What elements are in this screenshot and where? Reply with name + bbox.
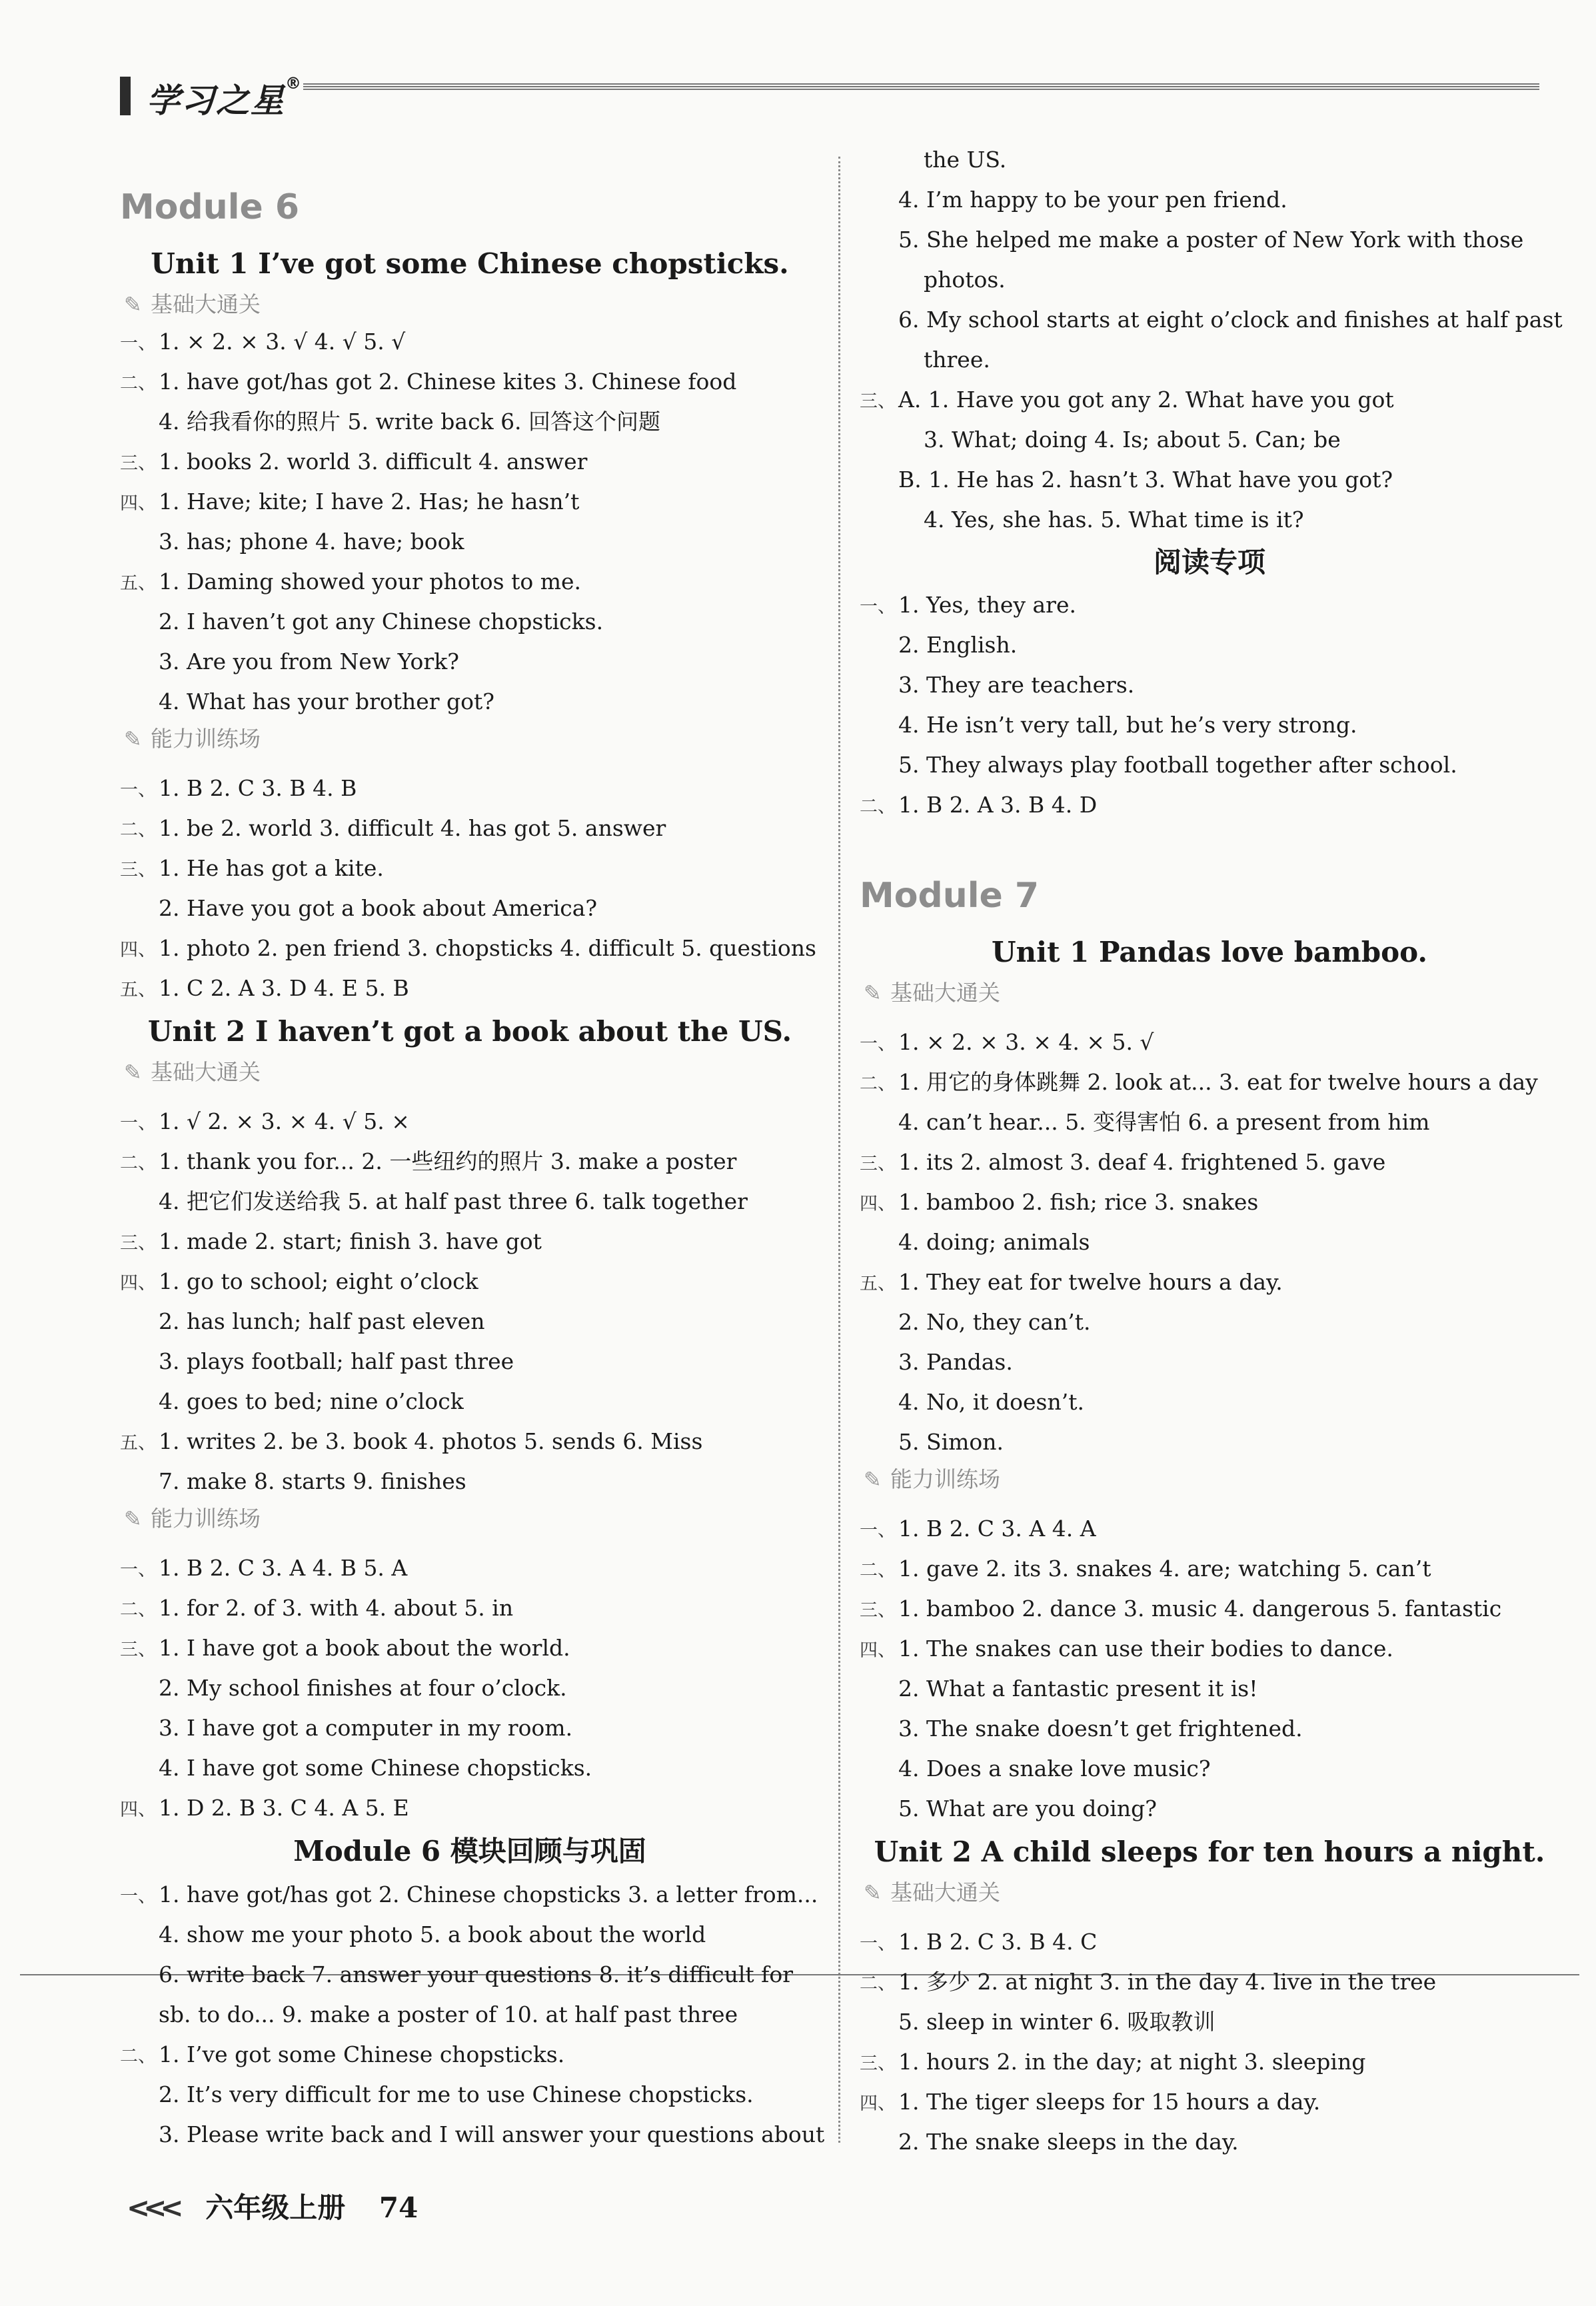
question-number: 五、 (120, 980, 156, 1000)
pencil-icon: ✎ (864, 1467, 882, 1492)
answer-line: 四、 1. The snakes can use their bodies to dance. (860, 1629, 1559, 1669)
answer-line: 五、 1. writes 2. be 3. book 4. photos 5. sends 6. Miss (120, 1422, 820, 1462)
answer-line: 二、 1. gave 2. its 3. snakes 4. are; watching 5. can’t (860, 1549, 1559, 1589)
answer-line: 二、 1. have got/has got 2. Chinese kites 3. Chinese food (120, 362, 820, 402)
pencil-icon: ✎ (124, 726, 142, 752)
question-number: 三、 (120, 453, 156, 474)
answer-line: 二、 1. be 2. world 3. difficult 4. has got 5. answer (120, 808, 820, 848)
unit-heading: Module 6 模块回顾与巩固 (293, 1835, 646, 1867)
answer-line: 5. What are you doing? (898, 1795, 1157, 1821)
answer-line: 一、 1. Yes, they are. (860, 585, 1559, 625)
question-number: 四、 (860, 1640, 896, 1661)
brand-logo: 学习之星® (147, 74, 303, 120)
pencil-icon: ✎ (124, 1060, 142, 1085)
header-rule (303, 83, 1539, 91)
answer-line: 三、 1. hours 2. in the day; at night 3. sleeping (860, 2042, 1559, 2082)
answer-line: 二、 1. for 2. of 3. with 4. about 5. in (120, 1588, 820, 1628)
column-divider (838, 157, 840, 2143)
section-label: ✎ 能力训练场 (120, 722, 820, 756)
answer-line: 一、 1. B 2. C 3. B 4. B (120, 768, 820, 808)
answer-line: 一、 1. B 2. C 3. A 4. B 5. A (120, 1548, 820, 1588)
answer-line: 三、 1. I have got a book about the world. (120, 1628, 820, 1668)
question-number: 四、 (120, 940, 156, 960)
answer-line: 3. Are you from New York? (159, 648, 459, 674)
question-number: 三、 (860, 1154, 896, 1174)
answer-line: 三、 1. He has got a kite. (120, 848, 820, 888)
page-number: 74 (379, 2191, 418, 2224)
unit-heading: Unit 2 A child sleeps for ten hours a night. (874, 1835, 1545, 1868)
answer-line: 一、 1. B 2. C 3. A 4. A (860, 1509, 1559, 1549)
spacer (860, 1497, 1559, 1509)
question-number: 一、 (860, 1933, 896, 1954)
answer-line: 4. What has your brother got? (159, 688, 494, 714)
answer-line: 三、 1. made 2. start; finish 3. have got (120, 1222, 820, 1262)
question-number: 一、 (860, 596, 896, 617)
question-number: 一、 (120, 1886, 156, 1907)
pencil-icon: ✎ (864, 980, 882, 1006)
answer-line: photos. (924, 267, 1006, 293)
answer-line: 5. sleep in winter 6. 吸取教训 (898, 2009, 1215, 2035)
question-number: 二、 (120, 820, 156, 840)
question-number: 五、 (120, 1433, 156, 1454)
answer-line: 四、 1. bamboo 2. fish; rice 3. snakes (860, 1182, 1559, 1222)
answer-line: 3. plays football; half past three (159, 1348, 514, 1374)
section-label: ✎ 基础大通关 (120, 1055, 820, 1090)
answer-line: 3. The snake doesn’t get frightened. (898, 1716, 1303, 1741)
question-number: 一、 (120, 1560, 156, 1580)
answer-line: 7. make 8. starts 9. finishes (159, 1468, 466, 1494)
question-number: 四、 (120, 493, 156, 514)
answer-line: 4. No, it doesn’t. (898, 1389, 1084, 1415)
question-number: 一、 (120, 333, 156, 354)
footer-arrows-icon: <<< (127, 2191, 177, 2224)
section-label: ✎ 能力训练场 (860, 1462, 1559, 1497)
answer-line: 三、 1. books 2. world 3. difficult 4. answer (120, 442, 820, 482)
pencil-icon: ✎ (124, 292, 142, 317)
answer-line: 2. The snake sleeps in the day. (898, 2129, 1239, 2155)
answer-line: sb. to do... 9. make a poster of 10. at half past three (159, 2001, 738, 2027)
question-number: 二、 (860, 1973, 896, 1994)
header-bar (120, 77, 131, 115)
question-number: 二、 (120, 1153, 156, 1174)
answer-line: 4. doing; animals (898, 1229, 1090, 1255)
answer-line: 5. Simon. (898, 1429, 1004, 1455)
answer-line: 四、 1. The tiger sleeps for 15 hours a day. (860, 2082, 1559, 2122)
answer-line: 2. It’s very difficult for me to use Chinese chopsticks. (159, 2081, 754, 2107)
grade-label: 六年级上册 (205, 2191, 346, 2224)
answer-line: 四、 1. photo 2. pen friend 3. chopsticks 4. difficult 5. questions (120, 928, 820, 968)
question-number: 二、 (860, 1074, 896, 1094)
question-number: 二、 (120, 1600, 156, 1620)
question-number: 一、 (120, 780, 156, 800)
answer-line: 一、 1. √ 2. × 3. × 4. √ 5. × (120, 1102, 820, 1142)
answer-line: 二、 1. 多少 2. at night 3. in the day 4. live in the tree (860, 1962, 1559, 2002)
section-label: ✎ 基础大通关 (120, 287, 820, 322)
answer-line: 5. They always play football together after school. (898, 752, 1457, 778)
question-number: 五、 (860, 1274, 896, 1294)
module-heading: Module 7 (860, 876, 1040, 916)
answer-line: 4. Yes, she has. 5. What time is it? (924, 507, 1304, 533)
pencil-icon: ✎ (864, 1880, 882, 1905)
answer-line: 2. What a fantastic present it is! (898, 1676, 1258, 1702)
answer-line: 6. My school starts at eight o’clock and finishes at half past (898, 307, 1563, 333)
question-number: 三、 (120, 860, 156, 880)
answer-line: 三、 1. bamboo 2. dance 3. music 4. dangerous 5. fantastic (860, 1589, 1559, 1629)
answer-line: 2. My school finishes at four o’clock. (159, 1675, 567, 1701)
question-number: 三、 (860, 1600, 896, 1621)
answer-line: 二、 1. B 2. A 3. B 4. D (860, 785, 1559, 825)
question-number: 三、 (860, 391, 896, 412)
question-number: 一、 (860, 1034, 896, 1054)
answer-line: B. 1. He has 2. hasn’t 3. What have you got? (898, 467, 1393, 493)
answer-line: 3. Please write back and I will answer your questions about (159, 2121, 825, 2147)
answer-line: 4. Does a snake love music? (898, 1755, 1211, 1781)
answer-line: 四、 1. D 2. B 3. C 4. A 5. E (120, 1788, 820, 1828)
answer-line: 一、 1. × 2. × 3. × 4. × 5. √ (860, 1022, 1559, 1062)
pencil-icon: ✎ (124, 1506, 142, 1532)
question-number: 二、 (860, 1560, 896, 1581)
unit-heading: Unit 1 I’ve got some Chinese chopsticks. (151, 247, 789, 280)
answer-line: the US. (924, 147, 1007, 173)
unit-heading: Unit 2 I haven’t got a book about the US. (147, 1015, 792, 1048)
right-column (860, 140, 1563, 2162)
answer-line: 三、 1. its 2. almost 3. deaf 4. frightened 5. gave (860, 1142, 1559, 1182)
question-number: 二、 (860, 796, 896, 817)
section-label: ✎ 基础大通关 (860, 1875, 1559, 1910)
answer-line: 五、 1. Daming showed your photos to me. (120, 562, 820, 602)
question-number: 四、 (860, 2093, 896, 2114)
question-number: 三、 (120, 1233, 156, 1254)
question-number: 三、 (120, 1640, 156, 1660)
question-number: 一、 (860, 1520, 896, 1541)
spacer (860, 1010, 1559, 1022)
question-number: 二、 (120, 2046, 156, 2067)
answer-line: 三、 A. 1. Have you got any 2. What have you got (860, 380, 1559, 420)
answer-line: 二、 1. 用它的身体跳舞 2. look at... 3. eat for twelve hours a day (860, 1062, 1559, 1102)
answer-line: 五、 1. They eat for twelve hours a day. (860, 1262, 1559, 1302)
answer-line: 2. English. (898, 632, 1018, 658)
module-heading: Module 6 (120, 187, 300, 227)
answer-line: 二、 1. I’ve got some Chinese chopsticks. (120, 2035, 820, 2075)
answer-line: 3. Pandas. (898, 1349, 1013, 1375)
answer-line: 2. Have you got a book about America? (159, 895, 598, 921)
left-column (120, 140, 825, 2155)
question-number: 四、 (120, 1273, 156, 1294)
spacer (120, 1536, 820, 1548)
answer-line: 4. show me your photo 5. a book about the world (159, 1921, 706, 1947)
reading-heading: 阅读专项 (1153, 546, 1265, 578)
answer-line: 4. 把它们发送给我 5. at half past three 6. talk together (159, 1188, 748, 1214)
page-footer (127, 2185, 418, 2231)
section-label: ✎ 基础大通关 (860, 976, 1559, 1010)
answer-line: 4. 给我看你的照片 5. write back 6. 回答这个问题 (159, 409, 661, 435)
question-number: 一、 (120, 1113, 156, 1134)
answer-line: 一、 1. × 2. × 3. √ 4. √ 5. √ (120, 322, 820, 362)
answer-line: 二、 1. thank you for... 2. 一些纽约的照片 3. make a poster (120, 1142, 820, 1182)
answer-line: 4. can’t hear... 5. 变得害怕 6. a present from him (898, 1109, 1430, 1135)
answer-line: 4. I’m happy to be your pen friend. (898, 187, 1287, 213)
answer-line: 3. has; phone 4. have; book (159, 529, 464, 555)
question-number: 四、 (860, 1194, 896, 1214)
answer-line: 3. They are teachers. (898, 672, 1135, 698)
answer-line: 3. I have got a computer in my room. (159, 1715, 573, 1741)
answer-line: 2. No, they can’t. (898, 1309, 1091, 1335)
answer-line: 5. She helped me make a poster of New York with those (898, 227, 1524, 253)
answer-line: 四、 1. Have; kite; I have 2. Has; he hasn’t (120, 482, 820, 522)
answer-line: 4. I have got some Chinese chopsticks. (159, 1755, 592, 1781)
spacer (860, 1910, 1559, 1922)
question-number: 二、 (120, 373, 156, 394)
answer-line: 四、 1. go to school; eight o’clock (120, 1262, 820, 1302)
answer-line: three. (924, 347, 990, 373)
question-number: 三、 (860, 2053, 896, 2074)
question-number: 五、 (120, 573, 156, 594)
answer-line: 2. has lunch; half past eleven (159, 1308, 485, 1334)
answer-line: 3. What; doing 4. Is; about 5. Can; be (924, 427, 1341, 453)
answer-line: 4. He isn’t very tall, but he’s very strong. (898, 712, 1357, 738)
unit-heading: Unit 1 Pandas love bamboo. (991, 936, 1428, 968)
answer-line: 2. I haven’t got any Chinese chopsticks. (159, 608, 604, 634)
answer-line: 一、 1. have got/has got 2. Chinese chopsticks 3. a letter from... (120, 1875, 820, 1915)
answer-line: 6. write back 7. answer your questions 8. it’s difficult for (159, 1961, 793, 1987)
answer-line: 4. goes to bed; nine o’clock (159, 1388, 464, 1414)
page-header (113, 70, 1539, 123)
question-number: 四、 (120, 1799, 156, 1820)
spacer (120, 756, 820, 768)
answer-line: 五、 1. C 2. A 3. D 4. E 5. B (120, 968, 820, 1008)
answer-line: 一、 1. B 2. C 3. B 4. C (860, 1922, 1559, 1962)
section-label: ✎ 能力训练场 (120, 1502, 820, 1536)
spacer (120, 1090, 820, 1102)
